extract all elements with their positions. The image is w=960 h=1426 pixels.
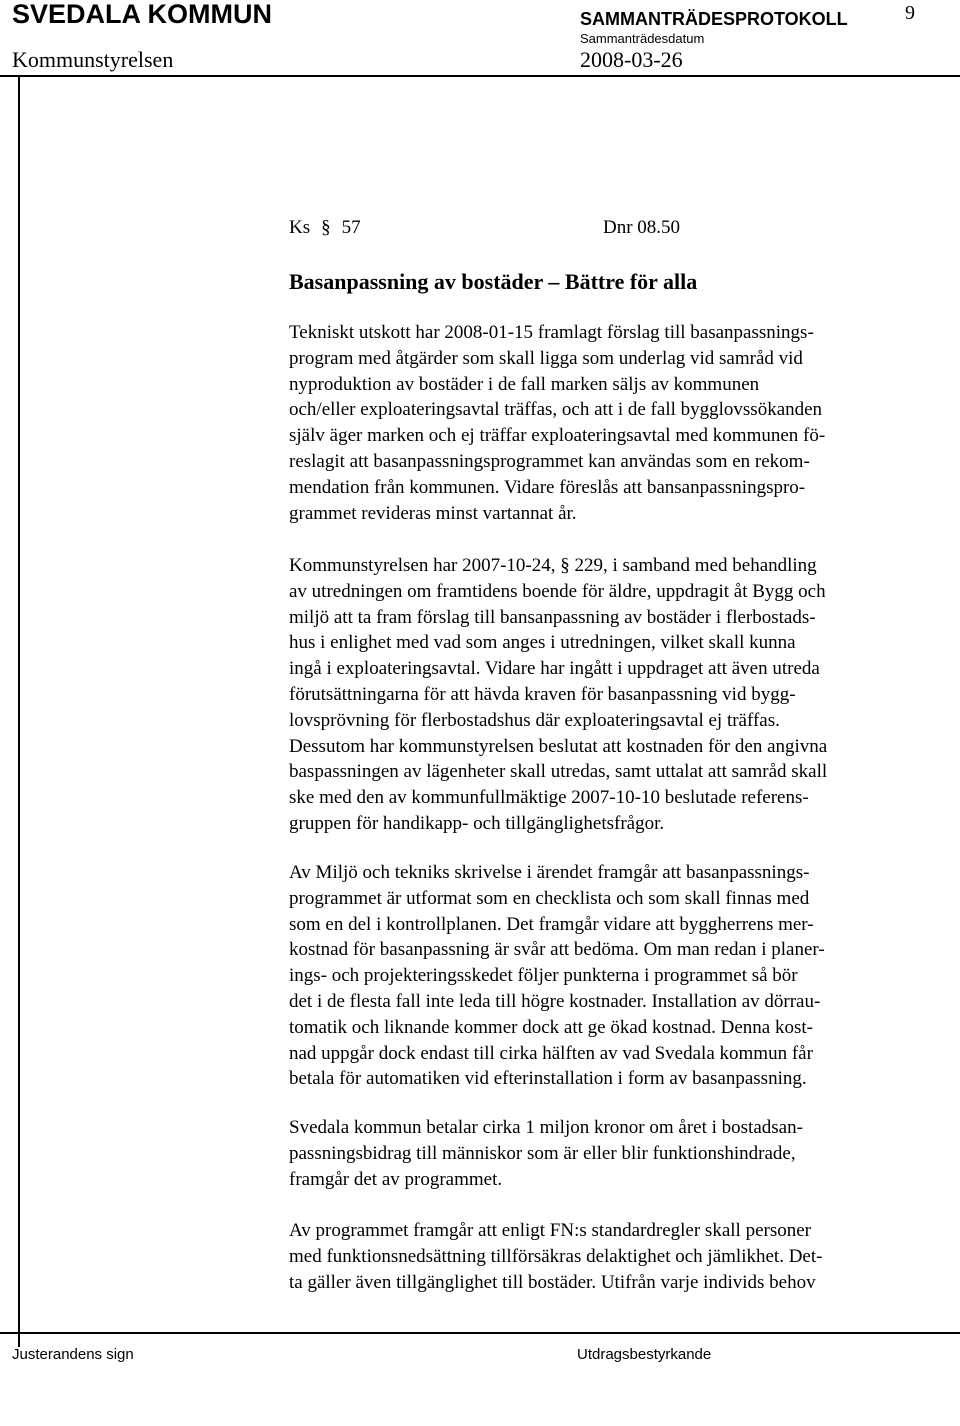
footer-rule — [0, 1332, 960, 1334]
case-prefix: Ks — [289, 217, 311, 238]
text-line: Dessutom har kommunstyrelsen beslutat att kostnaden för den angivna — [289, 735, 828, 757]
text-line: med funktionsnedsättning tillförsäkras delaktighet och jämlikhet. Det- — [289, 1245, 823, 1267]
document-type: SAMMANTRÄDESPROTOKOLL — [580, 9, 848, 29]
text-line: ings- och projekteringsskedet följer punkterna i programmet så bör — [289, 965, 798, 987]
text-line: betala för automatiken vid efterinstallation i form av basanpassning. — [289, 1068, 807, 1090]
text-line: kostnad för basanpassning är svår att bedöma. Om man redan i planer- — [289, 939, 825, 961]
paragraph — [289, 860, 929, 1092]
meeting-date-label: Sammanträdesdatum — [580, 31, 705, 46]
text-line: Kommunstyrelsen har 2007-10-24, § 229, i samband med behandling — [289, 555, 817, 576]
text-line: programmet är utformat som en checklista och som skall finnas med — [289, 887, 810, 909]
text-line: grammet revideras minst vartannat år. — [289, 502, 577, 524]
header-rule — [0, 75, 960, 77]
text-line: ske med den av kommunfullmäktige 2007-10-10 beslutade referens- — [289, 787, 809, 809]
text-line: framgår det av programmet. — [289, 1168, 503, 1190]
text-line: hus i enlighet med vad som anges i utredningen, vilket skall kunna — [289, 632, 796, 654]
paragraph — [289, 320, 929, 526]
text-line: Svedala kommun betalar cirka 1 miljon kronor om året i bostadsan- — [289, 1117, 803, 1138]
text-line: som en del i kontrollplanen. Det framgår vidare att byggherrens mer- — [289, 913, 814, 935]
text-line: ingå i exploateringsavtal. Vidare har ingått i uppdraget att även utreda — [289, 658, 820, 680]
text-line: mendation från kommunen. Vidare föreslås att bansanpassningspro- — [289, 476, 806, 498]
margin-rule — [18, 75, 20, 1347]
text-line: och/eller exploateringsavtal träffas, och att i de fall bygglovssökanden — [289, 399, 823, 421]
extract-certification-label: Utdragsbestyrkande — [577, 1346, 712, 1363]
paragraph — [289, 553, 929, 837]
page-number: 9 — [905, 2, 915, 24]
case-number: 57 — [341, 217, 361, 238]
text-line: lovsprövning för flerbostadshus där exploateringsavtal ej träffas. — [289, 709, 780, 731]
text-line: tomatik och liknande kommer dock att ge ökad kostnad. Denna kost- — [289, 1016, 813, 1038]
text-line: nad uppgår dock endast till cirka hälften av vad Svedala kommun får — [289, 1042, 813, 1064]
board-name: Kommunstyrelsen — [12, 47, 174, 72]
text-line: förutsättningarna för att hävda kraven för basanpassning vid bygg- — [289, 683, 796, 705]
text-line: Av programmet framgår att enligt FN:s standardregler skall personer — [289, 1220, 811, 1241]
text-line: ta gäller även tillgänglighet till bostäder. Utifrån varje individs behov — [289, 1271, 816, 1293]
text-line: baspassningen av lägenheter skall utredas, samt uttalat att samråd skall — [289, 761, 828, 783]
text-line: Tekniskt utskott har 2008-01-15 framlagt förslag till basanpassnings- — [289, 322, 814, 343]
paragraph — [289, 1115, 929, 1192]
section-symbol: § — [321, 217, 331, 238]
text-line: nyproduktion av bostäder i de fall marken säljs av kommunen — [289, 373, 760, 395]
signature-label: Justerandens sign — [12, 1346, 134, 1363]
text-line: av utredningen om framtidens boende för äldre, uppdragit åt Bygg och — [289, 580, 826, 602]
text-line: det i de flesta fall inte leda till högre kostnader. Installation av dörrau- — [289, 990, 821, 1012]
text-line: gruppen för handikapp- och tillgänglighetsfrågor. — [289, 812, 665, 834]
diary-number: Dnr 08.50 — [603, 217, 681, 238]
text-line: själv äger marken och ej träffar exploateringsavtal med kommunen fö- — [289, 425, 826, 447]
text-line: reslagit att basanpassningsprogrammet kan användas som en rekom- — [289, 450, 810, 472]
organization-name: SVEDALA KOMMUN — [12, 0, 272, 29]
meeting-date-value: 2008-03-26 — [580, 47, 683, 72]
text-line: program med åtgärder som skall ligga som underlag vid samråd vid — [289, 347, 803, 369]
text-line: Av Miljö och tekniks skrivelse i ärendet framgår att basanpassnings- — [289, 862, 810, 883]
case-title: Basanpassning av bostäder – Bättre för alla — [289, 269, 698, 294]
paragraph — [289, 1218, 929, 1295]
case-reference — [289, 217, 361, 239]
text-line: miljö att ta fram förslag till bansanpassning av bostäder i flerbostads- — [289, 606, 816, 628]
text-line: passningsbidrag till människor som är eller blir funktionshindrade, — [289, 1142, 796, 1164]
